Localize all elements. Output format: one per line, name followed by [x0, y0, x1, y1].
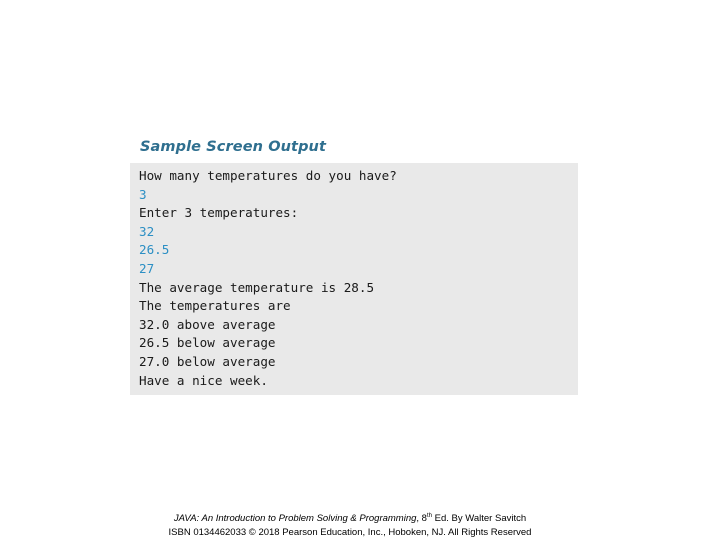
console-line: 27.0 below average	[139, 353, 276, 369]
console-line: 26.5	[139, 242, 170, 258]
console-line: How many temperatures do you have?	[139, 168, 397, 183]
footer-separator: ,	[416, 513, 422, 524]
console-line: The temperatures are	[139, 298, 291, 314]
footer-edition-number: 8	[421, 513, 427, 524]
slide-footer	[0, 512, 700, 540]
footer-book-title: JAVA: An Introduction to Problem Solving & Programming	[173, 513, 417, 524]
footer-citation-line	[0, 512, 700, 526]
sample-output-title: Sample Screen Output	[140, 139, 327, 155]
footer-edition-author: Ed. By Walter Savitch	[431, 513, 527, 524]
footer-edition-suffix: th	[426, 512, 432, 519]
console-line: 27	[139, 260, 155, 276]
console-line: 26.5 below average	[139, 335, 276, 351]
console-line: 3	[139, 186, 147, 202]
console-line: 32.0 above average	[139, 316, 276, 332]
console-line: 32	[139, 223, 155, 239]
footer-copyright-line: ISBN 0134462033 © 2018 Pearson Education, Inc., Hoboken, NJ. All Rights Reserved	[168, 527, 532, 538]
console-line: The average temperature is 28.5	[139, 279, 375, 295]
console-output-panel	[130, 163, 578, 395]
console-line: Have a nice week.	[139, 372, 268, 388]
console-line: Enter 3 temperatures:	[139, 205, 299, 221]
